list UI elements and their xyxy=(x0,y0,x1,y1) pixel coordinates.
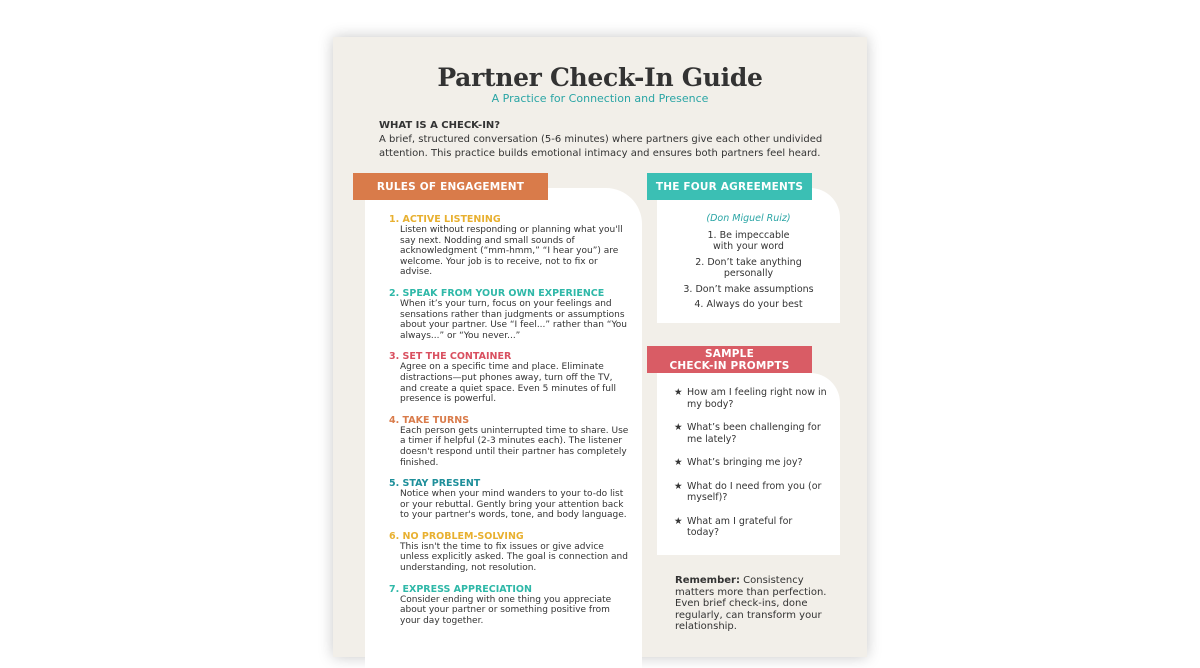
prompts-heading-line2: CHECK-IN PROMPTS xyxy=(669,359,790,372)
rules-heading: RULES OF ENGAGEMENT xyxy=(353,173,548,200)
agreements-heading: THE FOUR AGREEMENTS xyxy=(647,173,812,200)
agreements-source: (Don Miguel Ruiz) xyxy=(706,213,791,224)
prompt-text: What’s been challenging for me lately? xyxy=(687,422,821,445)
rule-item xyxy=(389,415,629,468)
rule-title: 3. SET THE CONTAINER xyxy=(389,351,512,363)
rule-item xyxy=(389,214,629,278)
rule-body: Notice when your mind wanders to your to-do list or your rebuttal. Gently bring your attention back to your partner's words, tone, and body language. xyxy=(400,489,627,521)
agreement-item: 3. Don’t make assumptions xyxy=(683,283,814,295)
star-icon: ★ xyxy=(674,457,683,468)
page-subtitle: A Practice for Connection and Presence xyxy=(491,92,709,105)
remember-note xyxy=(675,575,835,633)
rule-title: 4. TAKE TURNS xyxy=(389,414,470,426)
prompt-text: What’s bringing me joy? xyxy=(687,457,803,468)
rule-body: Agree on a specific time and place. Eliminate distractions—put phones away, turn off the TV, and create a quiet space. Even 5 minutes of full presence is powerful. xyxy=(400,362,616,405)
agreements-list xyxy=(657,213,840,315)
agreement-item: 2. Don’t take anything personally xyxy=(695,256,802,279)
rule-item xyxy=(389,478,629,521)
rule-item xyxy=(389,531,629,574)
rule-body: Each person gets uninterrupted time to share. Use a timer if helpful (2-3 minutes each). The listener doesn't respond until their partner has completely finished. xyxy=(400,425,629,468)
document-page xyxy=(333,37,867,657)
prompt-item xyxy=(674,387,834,410)
what-text: A brief, structured conversation (5-6 minutes) where partners give each other undivided attention. This practice builds emotional intimacy and ensures both partners feel heard. xyxy=(379,134,823,159)
what-heading: WHAT IS A CHECK-IN? xyxy=(379,120,501,131)
prompt-item xyxy=(674,481,834,504)
rule-item xyxy=(389,584,629,627)
agreement-item: 1. Be impeccable with your word xyxy=(707,229,790,252)
remember-label: Remember: xyxy=(675,575,740,586)
remember-text: Consistency matters more than perfection. Even brief check-ins, done regularly, can transform your relationship. xyxy=(675,575,827,633)
rule-title: 2. SPEAK FROM YOUR OWN EXPERIENCE xyxy=(389,287,605,299)
rule-item xyxy=(389,288,629,341)
star-icon: ★ xyxy=(674,387,683,398)
prompt-item xyxy=(674,422,834,445)
star-icon: ★ xyxy=(674,422,683,433)
page-title: Partner Check-In Guide xyxy=(437,63,763,92)
rule-title: 7. EXPRESS APPRECIATION xyxy=(389,583,532,595)
prompt-item xyxy=(674,457,834,469)
prompt-item xyxy=(674,516,834,539)
star-icon: ★ xyxy=(674,480,683,492)
prompts-heading-line1: SAMPLE xyxy=(705,347,754,360)
prompts-list xyxy=(674,387,834,551)
prompt-text: What am I grateful for today? xyxy=(687,515,793,538)
rule-body: Listen without responding or planning what you'll say next. Nodding and small sounds of acknowledgment (“mm-hmm,” “I hear you”) are welcome. Your job is to receive, not to fix or advise. xyxy=(400,225,623,278)
rule-item xyxy=(389,351,629,404)
prompt-text: What do I need from you (or myself)? xyxy=(687,480,822,503)
rule-title: 1. ACTIVE LISTENING xyxy=(389,214,501,225)
rule-title: 5. STAY PRESENT xyxy=(389,478,481,490)
star-icon: ★ xyxy=(674,515,683,527)
rules-list xyxy=(389,214,629,636)
rule-body: Consider ending with one thing you appreciate about your partner or something positive from your day together. xyxy=(400,594,612,626)
rule-body: This isn't the time to fix issues or give advice unless explicitly asked. The goal is connection and understanding, not resolution. xyxy=(400,541,628,574)
rule-title: 6. NO PROBLEM-SOLVING xyxy=(389,530,524,542)
prompt-text: How am I feeling right now in my body? xyxy=(687,387,827,410)
prompts-heading xyxy=(647,346,812,373)
agreement-item: 4. Always do your best xyxy=(694,299,803,310)
rule-body: When it’s your turn, focus on your feelings and sensations rather than judgments or assumptions about your partner. Use “I feel...” rather than “You always...” or “You never...” xyxy=(400,298,627,341)
